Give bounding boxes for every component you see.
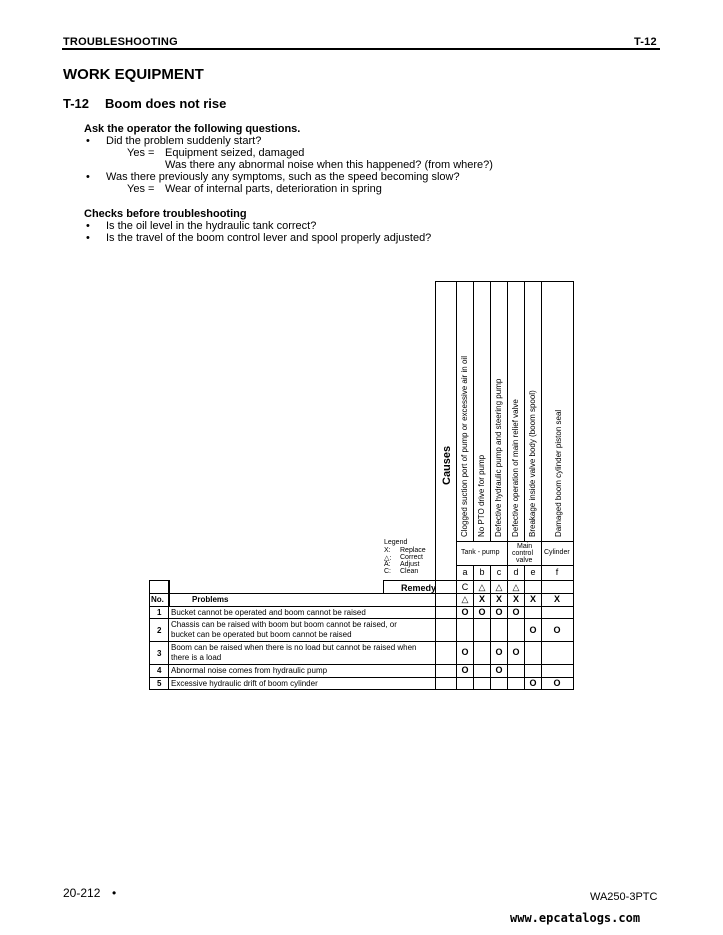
cause-e: Breakage inside valve body (boom spool) bbox=[528, 390, 537, 537]
grid-line bbox=[149, 580, 169, 581]
watermark: www.epcatalogs.com bbox=[510, 911, 641, 925]
ask-heading: Ask the operator the following questions. bbox=[84, 123, 301, 135]
legend-tri-text: Correct bbox=[400, 554, 423, 561]
checks-heading: Checks before troubleshooting bbox=[84, 208, 247, 220]
problem-no: 4 bbox=[157, 666, 162, 675]
remedy-2-d: X bbox=[512, 594, 519, 604]
mark: O bbox=[461, 665, 469, 675]
grid-line bbox=[149, 618, 574, 619]
legend-tri-key: △: bbox=[384, 555, 392, 562]
grid-line bbox=[456, 281, 457, 690]
bullet: • bbox=[86, 232, 90, 244]
subtitle-code: T-12 bbox=[63, 96, 90, 111]
grid-line bbox=[573, 281, 574, 690]
mark: O bbox=[512, 647, 520, 657]
causes-label: Causes bbox=[441, 445, 453, 485]
question-1: Did the problem suddenly start? bbox=[106, 135, 262, 147]
legend-a-key: A: bbox=[384, 561, 391, 568]
problems-header: Problems bbox=[192, 595, 229, 604]
cause-d: Defective operation of main relief valve bbox=[511, 399, 520, 537]
grid-line bbox=[383, 580, 384, 593]
problem-text: Abnormal noise comes from hydraulic pump bbox=[171, 666, 328, 675]
remedy-2-f: X bbox=[553, 594, 560, 604]
problem-text: Boom can be raised when there is no load but cannot be raised when bbox=[171, 643, 417, 652]
problem-no: 3 bbox=[157, 649, 162, 658]
mark: O bbox=[495, 665, 503, 675]
group-tank-pump: Tank - pump bbox=[461, 549, 500, 556]
grid-line bbox=[149, 580, 150, 690]
col-letter: f bbox=[555, 567, 559, 577]
group-main-1: Main bbox=[517, 543, 533, 550]
remedy-1-c: △ bbox=[495, 582, 503, 592]
grid-line bbox=[169, 580, 170, 607]
subtitle-text: Boom does not rise bbox=[105, 96, 227, 111]
cause-a: Clogged suction port of pump or excessive air in oil bbox=[460, 356, 469, 537]
group-cylinder: Cylinder bbox=[544, 549, 570, 556]
mark: O bbox=[495, 647, 503, 657]
legend-a-text: Adjust bbox=[400, 561, 420, 568]
remedy-label: Remedy bbox=[401, 583, 437, 593]
grid-line bbox=[456, 541, 574, 542]
grid-line bbox=[507, 281, 508, 690]
bullet: • bbox=[86, 171, 90, 183]
yes-2-answer-a: Wear of internal parts, deterioration in spring bbox=[165, 183, 382, 195]
mark: O bbox=[529, 625, 537, 635]
legend-x-key: X: bbox=[384, 547, 391, 554]
col-letter: d bbox=[513, 567, 519, 577]
mark: O bbox=[529, 678, 537, 688]
page-title: WORK EQUIPMENT bbox=[63, 66, 204, 83]
yes-2-label: Yes = bbox=[127, 183, 155, 195]
grid-line bbox=[149, 689, 574, 690]
col-letter: c bbox=[496, 567, 502, 577]
problem-text-2: there is a load bbox=[171, 653, 222, 662]
legend-c-text: Clean bbox=[400, 568, 419, 575]
cause-b: No PTO drive for pump bbox=[477, 454, 486, 537]
remedy-2-a: △ bbox=[461, 594, 469, 604]
col-letter: e bbox=[530, 567, 536, 577]
cause-f: Damaged boom cylinder piston seal bbox=[554, 409, 563, 537]
problem-text-2: bucket can be operated but boom cannot be raised bbox=[171, 630, 352, 639]
model-code: WA250-3PTC bbox=[590, 891, 658, 903]
yes-1-answer-b: Was there any abnormal noise when this happened? (from where?) bbox=[165, 159, 493, 171]
mark: O bbox=[553, 678, 561, 688]
col-letter: b bbox=[479, 567, 485, 577]
remedy-1-d: △ bbox=[512, 582, 520, 592]
no-header: No. bbox=[151, 595, 164, 604]
page-number: 20-212 bbox=[63, 886, 101, 900]
problem-no: 5 bbox=[157, 679, 162, 688]
grid-line bbox=[149, 677, 574, 678]
remedy-2-c: X bbox=[495, 594, 502, 604]
mark: O bbox=[495, 607, 503, 617]
bullet: • bbox=[86, 135, 90, 147]
check-2: Is the travel of the boom control lever and spool properly adjusted? bbox=[106, 232, 432, 244]
mark: O bbox=[461, 607, 469, 617]
problem-no: 1 bbox=[157, 608, 162, 617]
remedy-1-b: △ bbox=[478, 582, 486, 592]
grid-line bbox=[456, 565, 574, 566]
group-main-3: valve bbox=[516, 557, 533, 564]
section-code: T-12 bbox=[634, 36, 657, 48]
col-letter: a bbox=[462, 567, 468, 577]
mark: O bbox=[461, 647, 469, 657]
grid-line bbox=[541, 281, 542, 690]
mark: O bbox=[512, 607, 520, 617]
cause-c: Defective hydraulic pump and steering pump bbox=[494, 378, 503, 537]
grid-line bbox=[473, 281, 474, 541]
grid-line bbox=[524, 281, 525, 541]
bullet: • bbox=[86, 220, 90, 232]
group-main-2: control bbox=[512, 550, 534, 557]
remedy-2-e: X bbox=[529, 594, 536, 604]
problem-text: Chassis can be raised with boom but boom cannot be raised, or bbox=[171, 620, 397, 629]
remedy-2-b: X bbox=[478, 594, 485, 604]
question-2: Was there previously any symptoms, such as the speed becoming slow? bbox=[106, 171, 460, 183]
grid-line bbox=[490, 281, 491, 541]
problem-text: Excessive hydraulic drift of boom cylinder bbox=[171, 679, 318, 688]
remedy-1-a: C bbox=[461, 582, 469, 592]
mark: O bbox=[553, 625, 561, 635]
yes-1-answer-a: Equipment seized, damaged bbox=[165, 147, 305, 159]
grid-line bbox=[435, 581, 436, 690]
problem-text: Bucket cannot be operated and boom cannot be raised bbox=[171, 608, 366, 617]
legend-title: Legend bbox=[384, 539, 408, 546]
mark: O bbox=[478, 607, 486, 617]
page-dot: • bbox=[112, 886, 117, 900]
check-1: Is the oil level in the hydraulic tank correct? bbox=[106, 220, 317, 232]
problem-no: 2 bbox=[157, 626, 162, 635]
yes-1-label: Yes = bbox=[127, 147, 155, 159]
grid-line bbox=[435, 281, 436, 581]
grid-line bbox=[149, 641, 574, 642]
legend-c-key: C: bbox=[384, 568, 391, 575]
grid-line bbox=[383, 580, 574, 581]
section-header: TROUBLESHOOTING bbox=[63, 36, 178, 48]
grid-line bbox=[149, 664, 574, 665]
legend-x-text: Replace bbox=[400, 547, 426, 554]
